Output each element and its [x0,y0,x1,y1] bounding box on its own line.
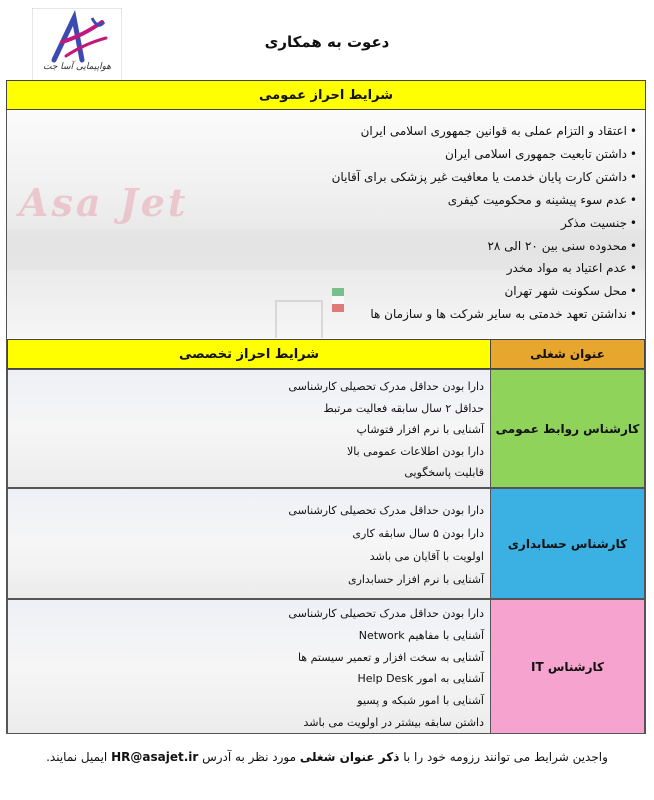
list-item: • داشتن کارت پایان خدمت یا معافیت غیر پزشکی برای آقایان [332,166,637,189]
footer-text-2: مورد نظر به آدرس [202,750,297,764]
job-title-it [490,599,645,734]
job-title-it-label: کارشناس IT [531,659,604,674]
footer-text-3: ایمیل نمایند. [46,750,108,764]
plane-watermark-text: Asa Jet [19,180,189,225]
list-item: آشنایی با نرم افزار فتوشاپ [356,423,484,436]
job-title-accounting-label: کارشناس حسابداری [507,536,628,551]
list-item: • محل سکونت شهر تهران [332,280,637,303]
footer-text-1: واجدین شرایط می توانند رزومه خود را با [403,750,608,764]
general-requirements-title: شرایط احراز عمومی [259,87,393,103]
list-item: اولویت با آقایان می باشد [369,550,484,563]
general-requirements-list [332,120,637,326]
list-item: • محدوده سنی بین ۲۰ الی ۲۸ [332,235,637,258]
list-item: آشنایی با امور شبکه و پسیو [357,694,484,708]
list-item: آشنایی با مفاهیم Network [358,628,484,642]
job-title-pr-label: کارشناس روابط عمومی [495,421,640,436]
logo-caption: هواپیمایی آسا جت [43,62,111,72]
plane-door-watermark [275,300,323,338]
list-item: دارا بودن حداقل مدرک تحصیلی کارشناسی [288,504,484,517]
general-requirements-section [7,110,645,338]
list-item: • اعتقاد و التزام عملی به قوانین جمهوری اسلامی ایران [332,120,637,143]
list-item: • جنسیت مذکر [332,212,637,235]
list-item: داشتن سابقه بیشتر در اولویت می باشد [303,715,484,729]
job-title-header-label: عنوان شغلی [530,347,605,361]
job-title-pr [490,369,645,488]
specialized-requirements-title: شرایط احراز تخصصی [178,346,320,362]
job-requirements-row-pr [7,369,491,488]
footer-email-link[interactable]: HR@asajet.ir [111,750,199,764]
list-item: آشنایی به امور Help Desk [357,672,484,686]
footer-bold-text: ذکر عنوان شغلی [299,750,400,764]
footer-instructions [0,750,654,764]
list-item: دارا بودن حداقل مدرک تحصیلی کارشناسی [288,380,484,393]
specialized-requirements-header [7,339,491,369]
accounting-requirements-list [288,499,484,591]
job-requirements-row-it [7,599,491,734]
list-item: آشنایی با نرم افزار حسابداری [347,573,484,586]
list-item: • داشتن تابعیت جمهوری اسلامی ایران [332,143,637,166]
job-title-header [490,339,645,369]
pr-requirements-list [288,376,484,484]
list-item: • نداشتن تعهد خدمتی به سایر شرکت ها و سازمان ها [332,303,637,326]
general-requirements-header [6,80,646,110]
list-item: دارا بودن اطلاعات عمومی بالا [346,444,484,458]
page-title: دعوت به همکاری [264,33,390,51]
list-item: دارا بودن ۵ سال سابقه کاری [352,527,484,540]
list-item: آشنایی به سخت افزار و تعمیر سیستم ها [297,650,484,664]
list-item: قابلیت پاسخگویی [404,466,484,479]
job-requirements-row-accounting [7,488,491,599]
list-item: حداقل ۲ سال سابقه فعالیت مرتبط [323,401,484,415]
list-item: • عدم سوء پیشینه و محکومیت کیفری [332,189,637,212]
it-requirements-list [288,603,484,734]
list-item: • عدم اعتیاد به مواد مخدر [332,257,637,280]
list-item: دارا بودن حداقل مدرک تحصیلی کارشناسی [288,607,484,620]
job-title-accounting [490,488,645,599]
